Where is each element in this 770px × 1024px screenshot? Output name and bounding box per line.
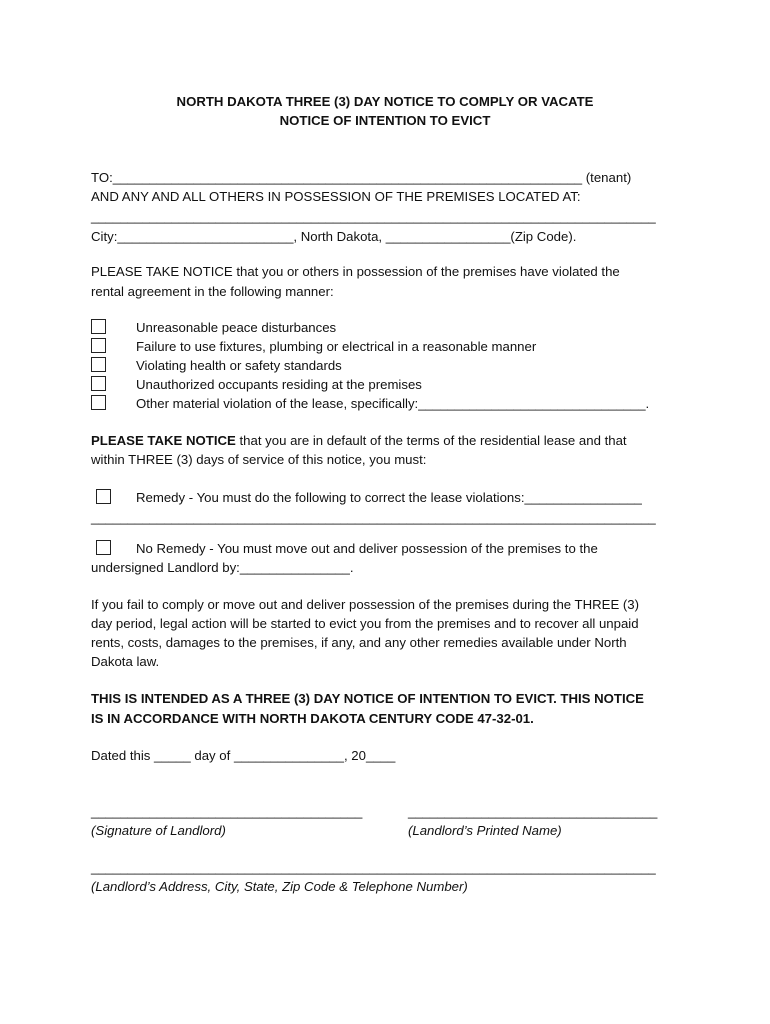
- violation-label-occupants: Unauthorized occupants residing at the premises: [136, 377, 422, 392]
- title-line-1: NORTH DAKOTA THREE (3) DAY NOTICE TO COMPLY OR VACATE: [176, 94, 594, 109]
- no-remedy-line-1: No Remedy - You must move out and deliver possession of the premises to the: [136, 541, 598, 556]
- violation-label-other[interactable]: Other material violation of the lease, specifically:_______________________________.: [136, 396, 650, 411]
- landlord-signature-line[interactable]: _____________________________________: [91, 804, 363, 819]
- title-line-2: NOTICE OF INTENTION TO EVICT: [279, 113, 491, 128]
- violation-checkbox-occupants[interactable]: [91, 376, 106, 391]
- statute-line-2: IS IN ACCORDANCE WITH NORTH DAKOTA CENTURY CODE 47-32-01.: [91, 711, 534, 726]
- violation-checkbox-peace[interactable]: [91, 319, 106, 334]
- violation-checkbox-health[interactable]: [91, 357, 106, 372]
- landlord-address-label: (Landlord’s Address, City, State, Zip Code & Telephone Number): [91, 879, 468, 894]
- others-in-possession-line: AND ANY AND ALL OTHERS IN POSSESSION OF THE PREMISES LOCATED AT:: [91, 189, 581, 204]
- landlord-printed-name-line[interactable]: __________________________________: [408, 804, 658, 819]
- violation-checkbox-other[interactable]: [91, 395, 106, 410]
- tenant-to-line[interactable]: TO:________________________________________________________________ (tenant): [91, 170, 632, 185]
- notice-intro-line-1: PLEASE TAKE NOTICE that you or others in possession of the premises have violated the: [91, 264, 620, 279]
- no-remedy-line-2[interactable]: undersigned Landlord by:_______________.: [91, 560, 354, 575]
- consequences-line-1: If you fail to comply or move out and deliver possession of the premises during the THREE (3): [91, 597, 640, 612]
- statute-line-1: THIS IS INTENDED AS A THREE (3) DAY NOTICE OF INTENTION TO EVICT. THIS NOTICE: [91, 691, 644, 706]
- consequences-line-2: day period, legal action will be started to evict you from the premises and to recover all unpaid: [91, 616, 639, 631]
- default-notice-bold: PLEASE TAKE NOTICE: [91, 433, 236, 448]
- default-notice-line-1: [91, 431, 627, 450]
- default-notice-line-2: within THREE (3) days of service of this notice, you must:: [91, 452, 427, 467]
- violation-label-peace: Unreasonable peace disturbances: [136, 320, 337, 335]
- notice-intro-line-2: rental agreement in the following manner:: [91, 284, 334, 299]
- premises-address-line[interactable]: _____________________________________________________________________________: [91, 209, 656, 224]
- city-zip-line[interactable]: City:________________________, North Dakota, _________________(Zip Code).: [91, 229, 577, 244]
- violation-label-health: Violating health or safety standards: [136, 358, 342, 373]
- dated-line[interactable]: Dated this _____ day of _______________, 20____: [91, 748, 396, 763]
- default-notice-rest: that you are in default of the terms of the residential lease and that: [235, 433, 627, 448]
- violation-label-fixtures: Failure to use fixtures, plumbing or electrical in a reasonable manner: [136, 339, 537, 354]
- no-remedy-checkbox[interactable]: [96, 540, 111, 555]
- remedy-line-2[interactable]: _____________________________________________________________________________: [91, 510, 656, 525]
- remedy-checkbox[interactable]: [96, 489, 111, 504]
- landlord-printed-name-label: (Landlord’s Printed Name): [408, 823, 562, 838]
- violation-checkbox-fixtures[interactable]: [91, 338, 106, 353]
- remedy-line-1[interactable]: Remedy - You must do the following to correct the lease violations:________________: [136, 490, 642, 505]
- consequences-line-3: rents, costs, damages to the premises, if any, and any other remedies available under North: [91, 635, 627, 650]
- landlord-address-line[interactable]: _____________________________________________________________________________: [91, 860, 656, 875]
- consequences-line-4: Dakota law.: [91, 654, 160, 669]
- landlord-signature-label: (Signature of Landlord): [91, 823, 226, 838]
